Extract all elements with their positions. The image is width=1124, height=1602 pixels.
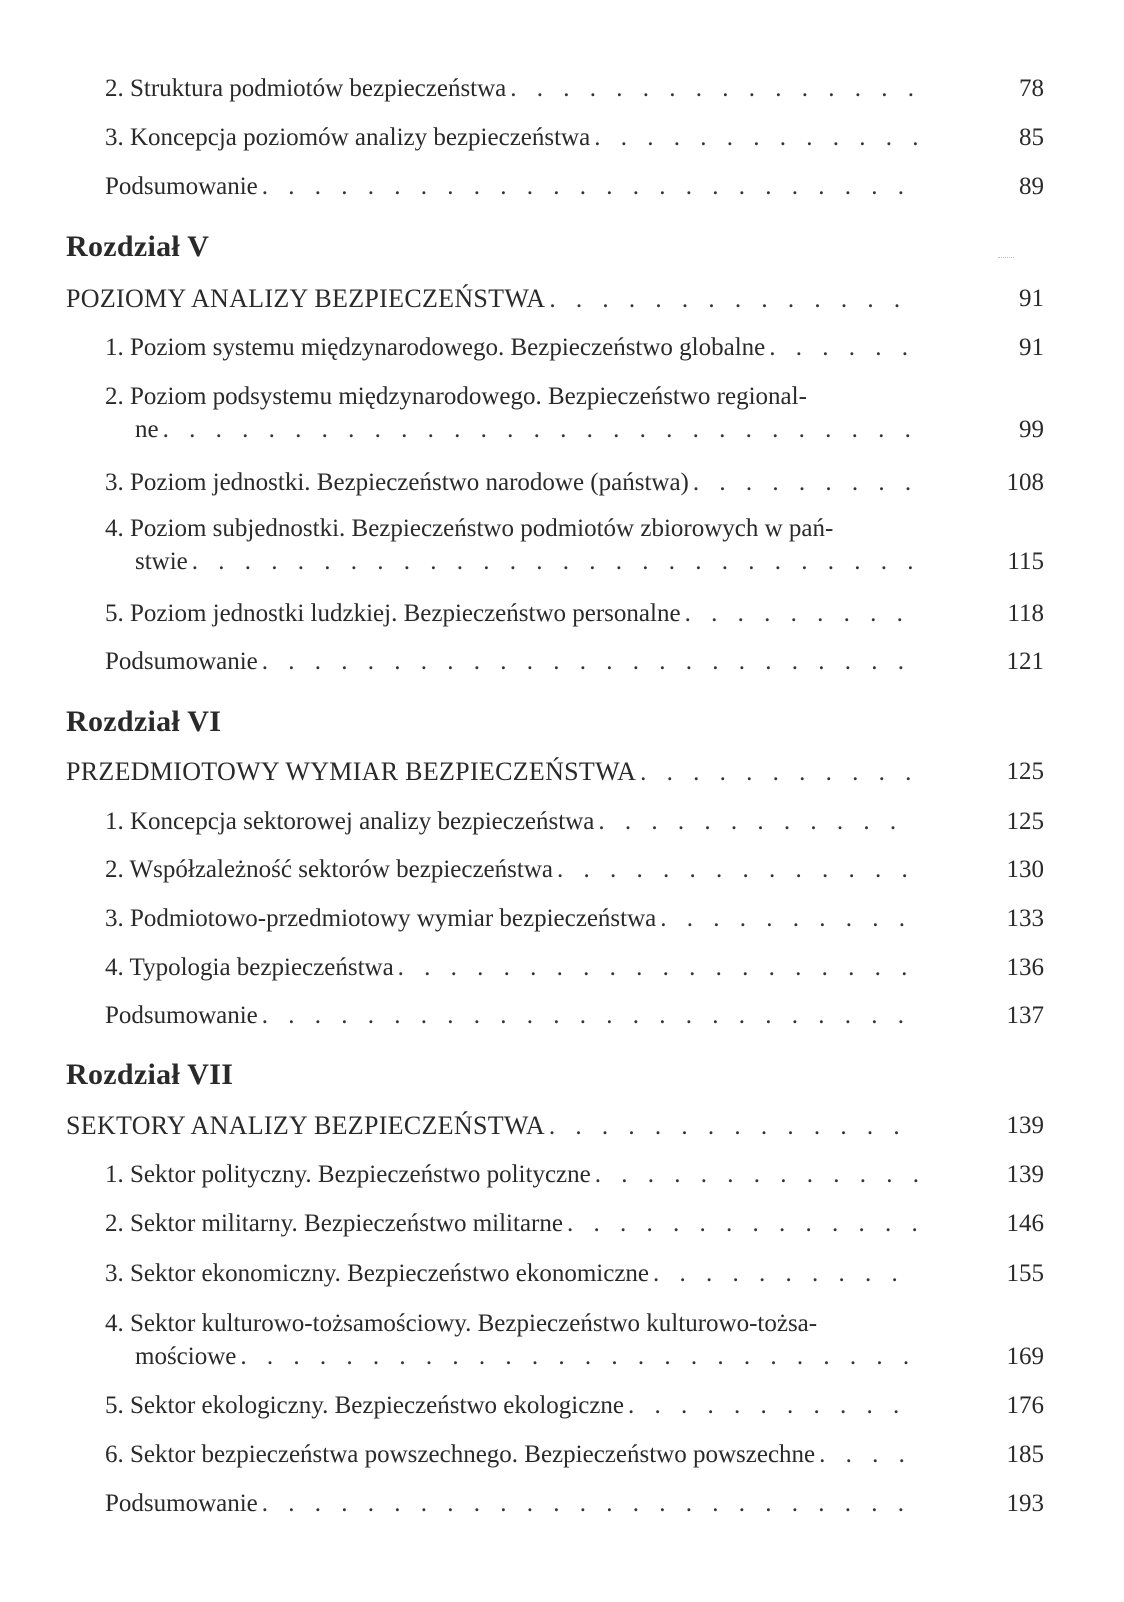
dot-leader <box>693 467 918 499</box>
page-number: 169 <box>1006 1343 1044 1370</box>
dot-leader <box>262 646 918 678</box>
dot-leader <box>240 1341 918 1373</box>
dot-leader <box>628 1390 918 1422</box>
dot-leader <box>262 1000 918 1032</box>
entry-title: 4. Typologia bezpieczeństwa <box>105 954 394 981</box>
entry-title: SEKTORY ANALIZY BEZPIECZEŃSTWA <box>66 1111 545 1140</box>
entry-title: Podsumowanie <box>105 173 258 200</box>
entry-title: 5. Sektor ekologiczny. Bezpieczeństwo ekologiczne <box>105 1392 625 1419</box>
page-number: 176 <box>1006 1392 1044 1419</box>
entry-title: 1. Sektor polityczny. Bezpieczeństwo polityczne <box>105 1161 591 1188</box>
page-number: 108 <box>1006 469 1044 496</box>
page-number: 91 <box>1019 285 1044 312</box>
entry-title: 2. Poziom podsystemu międzynarodowego. Bezpieczeństwo regional- <box>105 383 807 410</box>
entry-title-continuation: stwie <box>135 548 188 575</box>
page-number: 125 <box>1006 758 1044 785</box>
dot-leader <box>769 332 918 364</box>
dot-leader <box>163 414 918 446</box>
dot-leader <box>660 903 918 935</box>
entry-title: 4. Sektor kulturowo-tożsamościowy. Bezpieczeństwo kulturowo-tożsa- <box>105 1310 818 1337</box>
page-number: 130 <box>1006 856 1044 883</box>
page-number: 99 <box>1019 416 1044 443</box>
entry-title: 3. Sektor ekonomiczny. Bezpieczeństwo ekonomiczne <box>105 1260 650 1287</box>
dot-leader <box>549 284 918 315</box>
page-number: 139 <box>1006 1161 1044 1188</box>
entry-title: 5. Poziom jednostki ludzkiej. Bezpieczeństwo personalne <box>105 600 681 627</box>
entry-title: 4. Poziom subjednostki. Bezpieczeństwo podmiotów zbiorowych w pań- <box>105 515 834 542</box>
entry-title: POZIOMY ANALIZY BEZPIECZEŃSTWA <box>66 284 546 313</box>
dot-leader <box>192 546 918 578</box>
entry-title: 6. Sektor bezpieczeństwa powszechnego. Bezpieczeństwo powszechne <box>105 1441 816 1468</box>
chapter-heading-text: Rozdział VI <box>66 705 222 738</box>
entry-title: 1. Koncepcja sektorowej analizy bezpieczeństwa <box>105 808 595 835</box>
page-number: 125 <box>1006 808 1044 835</box>
page-number: 139 <box>1006 1112 1044 1139</box>
entry-title: 1. Poziom systemu międzynarodowego. Bezpieczeństwo globalne <box>105 334 766 361</box>
entry-title-continuation: ne <box>135 416 159 443</box>
page-number: 121 <box>1006 648 1044 675</box>
chapter-heading-text: Rozdział VII <box>66 1058 234 1091</box>
entry-title: 2. Współzależność sektorów bezpieczeństwa <box>105 856 553 883</box>
dot-leader <box>594 122 918 154</box>
dot-leader <box>549 1111 918 1142</box>
dot-leader <box>398 952 918 984</box>
dot-leader <box>685 598 918 630</box>
entry-title: Podsumowanie <box>105 1002 258 1029</box>
dot-leader <box>262 171 918 203</box>
dot-leader <box>510 73 918 105</box>
dot-leader <box>640 757 918 788</box>
entry-title-continuation: mościowe <box>135 1343 237 1370</box>
page-number: 91 <box>1019 334 1044 361</box>
page-number: 115 <box>1007 548 1044 575</box>
entry-title: 3. Podmiotowo-przedmiotowy wymiar bezpieczeństwa <box>105 905 657 932</box>
entry-title: Podsumowanie <box>105 1490 258 1517</box>
page-number: 146 <box>1006 1210 1044 1237</box>
dot-leader <box>819 1439 918 1471</box>
page-number: 155 <box>1006 1260 1044 1287</box>
page-number: 85 <box>1019 124 1044 151</box>
chapter-heading-text: Rozdział V <box>66 230 210 263</box>
dot-leader <box>567 1208 918 1240</box>
dot-leader <box>557 854 918 886</box>
entry-title: 2. Sektor militarny. Bezpieczeństwo militarne <box>105 1210 563 1237</box>
entry-title: PRZEDMIOTOWY WYMIAR BEZPIECZEŃSTWA <box>66 757 637 786</box>
dot-leader <box>595 1159 918 1191</box>
entry-title: 3. Poziom jednostki. Bezpieczeństwo narodowe (państwa) <box>105 469 689 496</box>
dot-leader <box>598 806 918 838</box>
page-number: 136 <box>1006 954 1044 981</box>
page-number: 118 <box>1007 600 1044 627</box>
page-number: 89 <box>1019 173 1044 200</box>
entry-title: Podsumowanie <box>105 648 258 675</box>
entry-title: 2. Struktura podmiotów bezpieczeństwa <box>105 75 507 102</box>
dot-leader <box>262 1488 918 1520</box>
dot-leader <box>653 1258 918 1290</box>
faint-mark <box>998 257 1014 258</box>
page-number: 185 <box>1006 1441 1044 1468</box>
entry-title: 3. Koncepcja poziomów analizy bezpieczeństwa <box>105 124 591 151</box>
page-number: 137 <box>1006 1002 1044 1029</box>
page-number: 193 <box>1006 1490 1044 1517</box>
page-number: 133 <box>1006 905 1044 932</box>
page-number: 78 <box>1019 75 1044 102</box>
